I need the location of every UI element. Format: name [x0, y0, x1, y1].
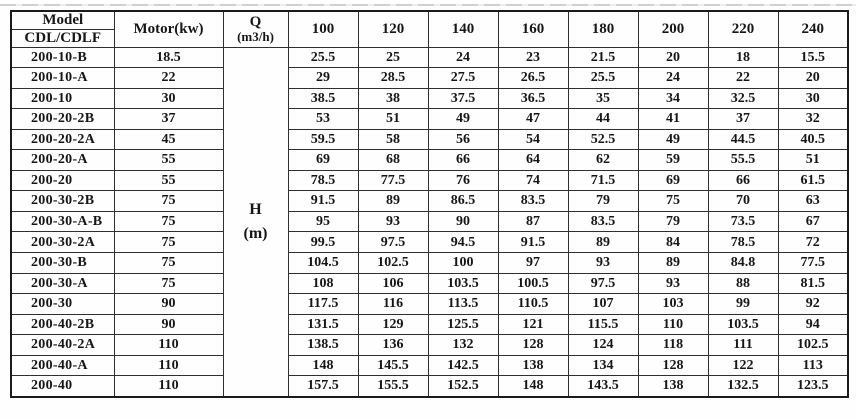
table-row — [11, 314, 848, 335]
model-cell: 200-20-A — [11, 150, 114, 171]
head-value-cell: 67 — [778, 211, 848, 232]
model-cell: 200-30-2B — [11, 191, 114, 212]
head-value-cell: 24 — [428, 47, 498, 68]
table-row — [11, 335, 848, 356]
header-flow-rate: 140 — [428, 11, 498, 47]
head-value-cell: 64 — [498, 150, 568, 171]
head-value-cell: 54 — [498, 129, 568, 150]
table-row — [11, 47, 848, 68]
head-value-cell: 84.8 — [708, 252, 778, 273]
motor-cell: 75 — [114, 252, 223, 273]
head-value-cell: 51 — [778, 150, 848, 171]
head-value-cell: 93 — [358, 211, 428, 232]
head-value-cell: 89 — [358, 191, 428, 212]
head-value-cell: 138 — [498, 355, 568, 376]
head-value-cell: 131.5 — [288, 314, 358, 335]
head-value-cell: 148 — [288, 355, 358, 376]
head-value-cell: 94.5 — [428, 232, 498, 253]
head-value-cell: 92 — [778, 294, 848, 315]
motor-cell: 90 — [114, 294, 223, 315]
head-value-cell: 27.5 — [428, 68, 498, 89]
model-cell: 200-30-A-B — [11, 211, 114, 232]
head-value-cell: 100.5 — [498, 273, 568, 294]
head-value-cell: 143.5 — [568, 376, 638, 397]
head-value-cell: 69 — [288, 150, 358, 171]
header-flow-rate: 120 — [358, 11, 428, 47]
head-value-cell: 91.5 — [498, 232, 568, 253]
head-value-cell: 117.5 — [288, 294, 358, 315]
head-value-cell: 118 — [638, 335, 708, 356]
head-value-cell: 66 — [708, 170, 778, 191]
table-row — [11, 232, 848, 253]
head-value-cell: 115.5 — [568, 314, 638, 335]
head-value-cell: 71.5 — [568, 170, 638, 191]
head-value-cell: 89 — [568, 232, 638, 253]
header-flow-rate: 180 — [568, 11, 638, 47]
head-value-cell: 111 — [708, 335, 778, 356]
header-flow-unit — [223, 11, 288, 47]
head-value-cell: 103.5 — [708, 314, 778, 335]
head-value-cell: 15.5 — [778, 47, 848, 68]
model-cell: 200-40-2B — [11, 314, 114, 335]
head-value-cell: 22 — [708, 68, 778, 89]
head-value-cell: 83.5 — [568, 211, 638, 232]
pump-performance-table — [10, 10, 849, 398]
head-value-cell: 83.5 — [498, 191, 568, 212]
model-cell: 200-20 — [11, 170, 114, 191]
model-cell: 200-10-A — [11, 68, 114, 89]
motor-cell: 18.5 — [114, 47, 223, 68]
motor-cell: 110 — [114, 355, 223, 376]
head-value-cell: 28.5 — [358, 68, 428, 89]
head-value-cell: 72 — [778, 232, 848, 253]
head-value-cell: 29 — [288, 68, 358, 89]
head-value-cell: 56 — [428, 129, 498, 150]
motor-cell: 75 — [114, 232, 223, 253]
header-motor: Motor(kw) — [114, 11, 223, 47]
table-row — [11, 170, 848, 191]
head-value-cell: 90 — [428, 211, 498, 232]
head-value-cell: 44.5 — [708, 129, 778, 150]
head-value-cell: 134 — [568, 355, 638, 376]
flow-symbol: Q — [249, 13, 262, 30]
head-value-cell: 124 — [568, 335, 638, 356]
model-cell: 200-30 — [11, 294, 114, 315]
motor-cell: 110 — [114, 376, 223, 397]
head-value-cell: 123.5 — [778, 376, 848, 397]
motor-cell: 45 — [114, 129, 223, 150]
head-value-cell: 59 — [638, 150, 708, 171]
head-value-cell: 41 — [638, 109, 708, 130]
head-value-cell: 35 — [568, 88, 638, 109]
head-value-cell: 110.5 — [498, 294, 568, 315]
header-flow-rate: 160 — [498, 11, 568, 47]
motor-cell: 90 — [114, 314, 223, 335]
head-value-cell: 138.5 — [288, 335, 358, 356]
model-cell: 200-10-B — [11, 47, 114, 68]
head-value-cell: 142.5 — [428, 355, 498, 376]
head-value-cell: 69 — [638, 170, 708, 191]
head-value-cell: 52.5 — [568, 129, 638, 150]
head-value-cell: 49 — [428, 109, 498, 130]
head-value-cell: 145.5 — [358, 355, 428, 376]
header-flow-rate: 200 — [638, 11, 708, 47]
table-row — [11, 376, 848, 397]
head-value-cell: 84 — [638, 232, 708, 253]
head-value-cell: 73.5 — [708, 211, 778, 232]
model-cell: 200-20-2A — [11, 129, 114, 150]
head-value-cell: 157.5 — [288, 376, 358, 397]
head-value-cell: 100 — [428, 252, 498, 273]
head-value-cell: 37.5 — [428, 88, 498, 109]
head-value-cell: 23 — [498, 47, 568, 68]
head-value-cell: 155.5 — [358, 376, 428, 397]
head-value-cell: 86.5 — [428, 191, 498, 212]
head-value-cell: 122 — [708, 355, 778, 376]
head-value-cell: 76 — [428, 170, 498, 191]
head-value-cell: 61.5 — [778, 170, 848, 191]
head-value-cell: 26.5 — [498, 68, 568, 89]
head-value-cell: 97.5 — [568, 273, 638, 294]
head-value-cell: 81.5 — [778, 273, 848, 294]
head-value-cell: 68 — [358, 150, 428, 171]
head-unit-cell — [223, 47, 288, 397]
header-series: CDL/CDLF — [11, 29, 114, 47]
head-value-cell: 152.5 — [428, 376, 498, 397]
table-row — [11, 294, 848, 315]
head-value-cell: 148 — [498, 376, 568, 397]
head-value-cell: 66 — [428, 150, 498, 171]
head-value-cell: 108 — [288, 273, 358, 294]
head-value-cell: 132.5 — [708, 376, 778, 397]
model-cell: 200-40 — [11, 376, 114, 397]
head-value-cell: 125.5 — [428, 314, 498, 335]
head-value-cell: 38 — [358, 88, 428, 109]
head-value-cell: 44 — [568, 109, 638, 130]
head-value-cell: 70 — [708, 191, 778, 212]
head-value-cell: 79 — [568, 191, 638, 212]
head-value-cell: 129 — [358, 314, 428, 335]
head-value-cell: 25.5 — [288, 47, 358, 68]
model-cell: 200-10 — [11, 88, 114, 109]
scan-artifact-line — [0, 4, 856, 6]
model-cell: 200-30-B — [11, 252, 114, 273]
head-value-cell: 116 — [358, 294, 428, 315]
flow-unit: (m3/h) — [237, 29, 274, 45]
motor-cell: 55 — [114, 150, 223, 171]
header-row — [11, 11, 848, 29]
head-value-cell: 25 — [358, 47, 428, 68]
head-value-cell: 59.5 — [288, 129, 358, 150]
head-value-cell: 87 — [498, 211, 568, 232]
head-value-cell: 21.5 — [568, 47, 638, 68]
table-row — [11, 150, 848, 171]
motor-cell: 22 — [114, 68, 223, 89]
head-value-cell: 88 — [708, 273, 778, 294]
head-value-cell: 128 — [498, 335, 568, 356]
head-value-cell: 47 — [498, 109, 568, 130]
head-symbol: H — [249, 200, 262, 218]
head-value-cell: 62 — [568, 150, 638, 171]
head-value-cell: 34 — [638, 88, 708, 109]
header-flow-rate: 240 — [778, 11, 848, 47]
head-value-cell: 78.5 — [708, 232, 778, 253]
head-value-cell: 74 — [498, 170, 568, 191]
head-unit: (m) — [243, 224, 268, 242]
head-value-cell: 20 — [638, 47, 708, 68]
head-value-cell: 106 — [358, 273, 428, 294]
head-value-cell: 91.5 — [288, 191, 358, 212]
head-value-cell: 97 — [498, 252, 568, 273]
head-value-cell: 97.5 — [358, 232, 428, 253]
head-value-cell: 24 — [638, 68, 708, 89]
head-value-cell: 18 — [708, 47, 778, 68]
table-row — [11, 211, 848, 232]
head-value-cell: 128 — [638, 355, 708, 376]
model-cell: 200-40-A — [11, 355, 114, 376]
head-value-cell: 95 — [288, 211, 358, 232]
head-value-cell: 49 — [638, 129, 708, 150]
head-value-cell: 37 — [708, 109, 778, 130]
head-value-cell: 132 — [428, 335, 498, 356]
head-value-cell: 40.5 — [778, 129, 848, 150]
head-value-cell: 113 — [778, 355, 848, 376]
head-value-cell: 94 — [778, 314, 848, 335]
head-value-cell: 136 — [358, 335, 428, 356]
motor-cell: 75 — [114, 191, 223, 212]
table-row — [11, 68, 848, 89]
header-model: Model — [11, 11, 114, 29]
head-value-cell: 93 — [568, 252, 638, 273]
head-value-cell: 107 — [568, 294, 638, 315]
head-value-cell: 36.5 — [498, 88, 568, 109]
head-value-cell: 32 — [778, 109, 848, 130]
table-row — [11, 273, 848, 294]
model-cell: 200-30-A — [11, 273, 114, 294]
head-value-cell: 99 — [708, 294, 778, 315]
head-value-cell: 99.5 — [288, 232, 358, 253]
table-row — [11, 355, 848, 376]
head-value-cell: 20 — [778, 68, 848, 89]
header-flow-rate: 220 — [708, 11, 778, 47]
head-value-cell: 79 — [638, 211, 708, 232]
head-value-cell: 113.5 — [428, 294, 498, 315]
head-value-cell: 55.5 — [708, 150, 778, 171]
head-value-cell: 51 — [358, 109, 428, 130]
table-row — [11, 109, 848, 130]
head-value-cell: 102.5 — [358, 252, 428, 273]
model-cell: 200-30-2A — [11, 232, 114, 253]
head-value-cell: 58 — [358, 129, 428, 150]
head-value-cell: 30 — [778, 88, 848, 109]
head-value-cell: 75 — [638, 191, 708, 212]
motor-cell: 75 — [114, 211, 223, 232]
head-value-cell: 110 — [638, 314, 708, 335]
model-cell: 200-40-2A — [11, 335, 114, 356]
motor-cell: 37 — [114, 109, 223, 130]
table-row — [11, 252, 848, 273]
head-value-cell: 63 — [778, 191, 848, 212]
motor-cell: 110 — [114, 335, 223, 356]
head-value-cell: 77.5 — [778, 252, 848, 273]
head-value-cell: 53 — [288, 109, 358, 130]
head-value-cell: 138 — [638, 376, 708, 397]
head-value-cell: 103 — [638, 294, 708, 315]
header-flow-rate: 100 — [288, 11, 358, 47]
head-value-cell: 103.5 — [428, 273, 498, 294]
head-value-cell: 93 — [638, 273, 708, 294]
head-value-cell: 102.5 — [778, 335, 848, 356]
motor-cell: 75 — [114, 273, 223, 294]
motor-cell: 30 — [114, 88, 223, 109]
table-row — [11, 88, 848, 109]
table-row — [11, 129, 848, 150]
model-cell: 200-20-2B — [11, 109, 114, 130]
head-value-cell: 77.5 — [358, 170, 428, 191]
head-value-cell: 32.5 — [708, 88, 778, 109]
head-value-cell: 104.5 — [288, 252, 358, 273]
head-value-cell: 89 — [638, 252, 708, 273]
head-value-cell: 121 — [498, 314, 568, 335]
head-value-cell: 78.5 — [288, 170, 358, 191]
table-row — [11, 191, 848, 212]
head-value-cell: 38.5 — [288, 88, 358, 109]
motor-cell: 55 — [114, 170, 223, 191]
head-value-cell: 25.5 — [568, 68, 638, 89]
